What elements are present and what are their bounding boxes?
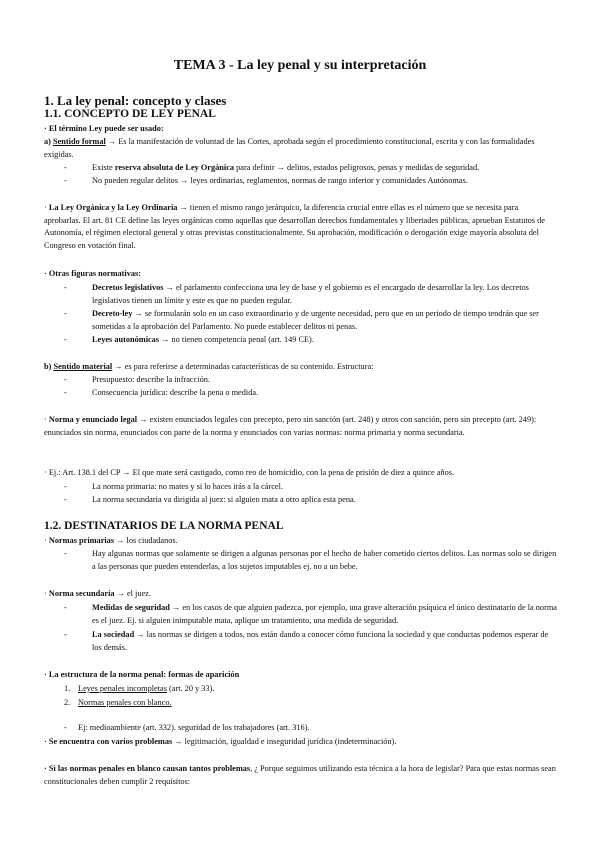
list-item: No pueden regular delitos → leyes ordinarias, reglamentos, normas de rango inferior y comunidades Autónomas. xyxy=(92,176,468,185)
list-item: Decretos legislativos → el parlamento confecciona una ley de base y el gobierno es el encargado de desarrollar la ley. Los decretos legislativos tienen un límite y este es que no pueden regular. xyxy=(92,283,529,305)
bullet-dash: - xyxy=(64,482,67,491)
norma-secundaria-line: · Norma secundaria → el juez. xyxy=(44,589,151,598)
otras-figuras-heading: · Otras figuras normativas: xyxy=(44,269,142,278)
normas-primarias-line: · Normas primarias → los ciudadanos. xyxy=(44,536,178,545)
bullet-dash: - xyxy=(64,163,67,172)
sentido-formal-text: → Es la manifestación de voluntad de las Cortes, aprobada según el procedimiento constitucional, escrita y con las formalidades exigidas. xyxy=(44,137,535,159)
normas-blanco-paragraph: · Si las normas penales en blanco causan tantos problemas, ¿ Porque seguimos utilizando esta técnica a la hora de legislar? Para que estas normas sean constitucionales deben cumplir 2 requisitos: xyxy=(44,764,556,786)
label-a: a) xyxy=(44,137,53,146)
page-title: TEMA 3 - La ley penal y su interpretación xyxy=(173,58,427,73)
list-item: La norma primaria: no mates y si lo haces irás a la cárcel. xyxy=(92,482,283,491)
bullet-dash: - xyxy=(64,549,67,558)
list-item: Decreto-ley → se formularán solo en un caso extraordinario y de urgente necesidad, pero que en un periodo de tiempo tendrán que ser sometidas a la aprobación del Parlamento. No puede establecer delitos ni penas. xyxy=(92,309,539,331)
section-heading-1-2: 1.2. DESTINATARIOS DE LA NORMA PENAL xyxy=(44,520,284,532)
sentido-material-paragraph: b) Sentido material → es para referirse a determinadas características de su contenido. Estructura: xyxy=(44,362,374,371)
bullet-dash: - xyxy=(64,603,67,612)
bullet-dash: - xyxy=(64,309,67,318)
estructura-heading: · La estructura de la norma penal: formas de aparición xyxy=(44,670,240,679)
list-number: 1. xyxy=(64,684,71,693)
bullet-dash: - xyxy=(64,375,67,384)
list-item: Hay algunas normas que solamente se dirigen a algunas personas por el hecho de haber cometido ciertos delitos. Las normas solo se dirigen a las personas que pueden entenderlas, a los sujetos imputables ej. no a un bebe. xyxy=(92,549,557,571)
bullet-dash: - xyxy=(64,176,67,185)
ley-organica-paragraph: · La Ley Orgánica y la Ley Ordinaria → tienen el mismo rango jerárquico, la diferencia crucial entre ellas es el número que se necesita para aprobarlas. El art. 81 CE define las leyes orgánicas como aquellas que desarrollan derechos fundamentales y libertades públicas, aprueban Estatutos de Autonomía, el régimen electoral general y otras previstas constitucionalmente. Su aprobación, modificación o derogación exige mayoría absoluta del Congreso en votación final. xyxy=(44,203,545,250)
problemas-line: · Se encuentra con varios problemas → legitimación, igualdad e inseguridad jurídica (indeterminación). xyxy=(44,737,397,746)
list-item: Ej: medioambiente (art. 332). seguridad de los trabajadores (art. 316). xyxy=(78,723,310,732)
list-item: Existe reserva absoluta de Ley Orgánica para definir → delitos, estados peligrosos, penas y medidas de seguridad. xyxy=(92,163,480,172)
list-item: Medidas de seguridad → en los casos de que alguien padezca, por ejemplo, una grave alteración psíquica el único destinatario de la norma es el juez. Ej. si alguien inimputable mata, aplique un tratamiento, una medida de seguridad. xyxy=(92,603,557,625)
sentido-formal-paragraph xyxy=(44,136,556,161)
list-item: Normas penales con blanco. xyxy=(78,698,172,707)
list-item: Presupuesto: describe la infracción. xyxy=(92,375,210,384)
list-number: 2. xyxy=(64,698,71,707)
section-heading-1: 1. La ley penal: concepto y clases xyxy=(44,93,227,108)
sentido-formal-term: Sentido formal xyxy=(53,137,106,146)
list-item: La sociedad → las normas se dirigen a todos, nos están dando a conocer cómo funciona la sociedad y que conductas podemos esperar de los demás. xyxy=(92,630,549,652)
bullet-dash: - xyxy=(64,630,67,639)
list-item: Leyes penales incompletas (art. 20 y 33). xyxy=(78,684,215,693)
example-line: · Ej.: Art. 138.1 del CP → El que mate será castigado, como reo de homicidio, con la pena de prisión de diez a quince años. xyxy=(44,468,455,477)
termino-line: · El término Ley puede ser usado: xyxy=(44,124,164,133)
bullet-dash: - xyxy=(64,495,67,504)
list-item: Consecuencia jurídica: describe la pena o medida. xyxy=(92,388,259,397)
list-item: Leyes autonómicas → no tienen competencia penal (art. 149 CE). xyxy=(92,335,314,344)
bullet-dash: - xyxy=(64,335,67,344)
list-item: La norma secundaria va dirigida al juez: si alguien mata a otro aplica esta pena. xyxy=(92,495,356,504)
bullet-dash: - xyxy=(64,388,67,397)
norma-enunciado-paragraph: · Norma y enunciado legal → existen enunciados legales con precepto, pero sin sanción (art. 248) y otros con sanción, pero sin precepto (art. 249): enunciados sin norma, enunciados con parte de la norma y enunciados con varias normas: norma primaria y norma secundaria. xyxy=(44,415,537,437)
bullet-dash: - xyxy=(64,723,67,732)
bullet-dash: - xyxy=(64,283,67,292)
section-heading-1-1: 1.1. CONCEPTO DE LEY PENAL xyxy=(44,108,216,120)
